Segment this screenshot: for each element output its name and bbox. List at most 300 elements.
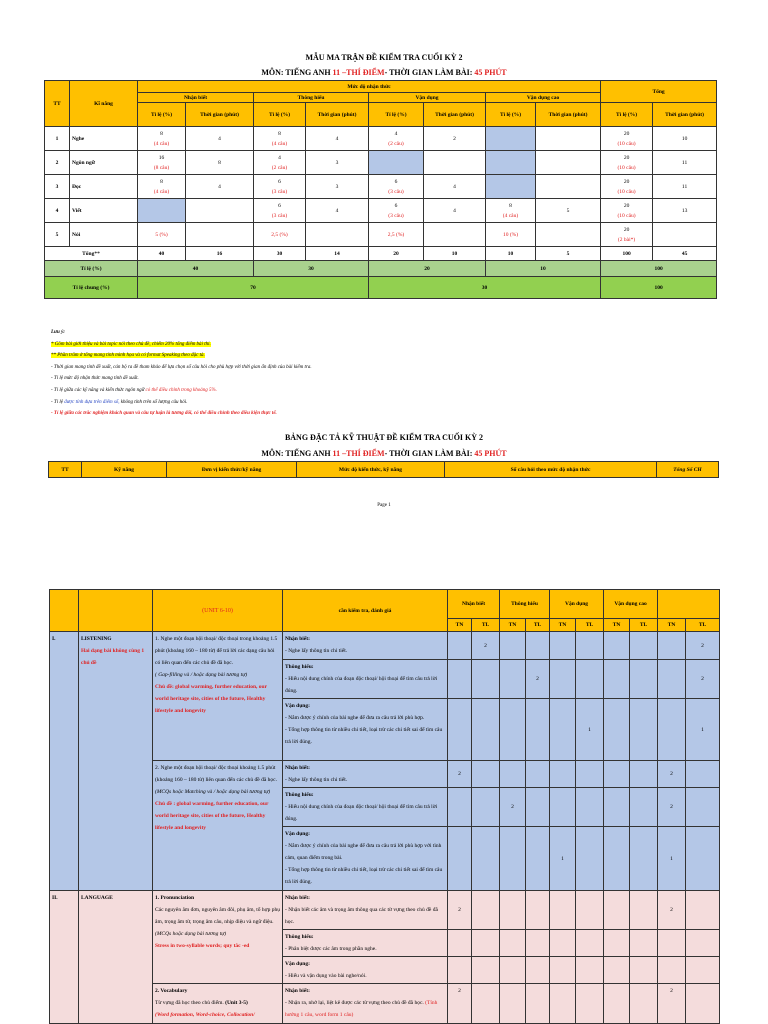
- pct-value: 2,5 (%): [387, 231, 405, 238]
- pct-cell: [138, 127, 186, 151]
- hdr-vd: Vận dụng: [369, 93, 486, 103]
- pct-value: 5 (%): [155, 231, 168, 238]
- ratio-cell: 100: [601, 261, 717, 277]
- criteria-heading: Thông hiểu:: [285, 934, 314, 940]
- note-item: - Tỉ lệ giữa các trắc nghiệm khách quan và câu tự luận là tương đối, có thể điều chỉnh theo điều kiện thực tế.: [51, 411, 277, 417]
- unit-format: (Word formation, Word-choice, Collocation/: [155, 1012, 255, 1018]
- sum-cell: 30: [254, 247, 306, 261]
- pct-value: 8: [160, 178, 163, 185]
- criteria-text: - Hiểu nội dung chính của đoạn độc thoại/ hội thoại để tìm câu trả lời đúng.: [285, 804, 438, 822]
- criteria-heading: Thông hiểu:: [285, 792, 314, 798]
- pct-value: 6: [278, 178, 281, 185]
- count-cell: [472, 699, 500, 761]
- pct-cell: [138, 175, 186, 199]
- criteria-text: - Nhận biết các âm và trọng âm thông qua các từ vựng theo chủ đề đã học.: [285, 907, 438, 925]
- count-cell: [604, 957, 630, 984]
- pct-cell: [138, 199, 186, 223]
- spec-subtitle: [0, 449, 768, 458]
- criteria-cell: [283, 930, 448, 957]
- subtitle-part: MÔN: TIẾNG ANH: [261, 449, 333, 458]
- pct-value: 16: [158, 154, 165, 161]
- subtitle-grade: 11 –THÍ ĐIỂM: [332, 68, 385, 77]
- count-cell: [576, 660, 604, 699]
- pct-value: 6: [394, 178, 398, 185]
- section-skill-note: Hai dạng bài không cùng 1 chủ đề: [81, 648, 145, 666]
- count-cell: [576, 788, 604, 827]
- count-cell: [500, 930, 526, 957]
- tl-label: TL: [686, 619, 720, 632]
- unit-name: 1. Pronunciation: [155, 895, 195, 901]
- count-cell: [472, 761, 500, 788]
- detail-hdr-level: Vận dụng: [550, 590, 604, 619]
- question-count: (4 câu): [153, 188, 170, 195]
- count-cell: [472, 957, 500, 984]
- hdr-pct: Tỉ lệ (%): [486, 103, 536, 127]
- criteria-cell: [283, 761, 448, 788]
- criteria-cell: [283, 891, 448, 930]
- sum-cell: 20: [369, 247, 424, 261]
- count-cell: [500, 891, 526, 930]
- subtitle-part: - THỜI GIAN LÀM BÀI:: [384, 449, 475, 458]
- pct-cell: [486, 199, 536, 223]
- count-cell: 2: [472, 632, 500, 660]
- time-cell: 4: [186, 175, 254, 199]
- row-tt: 4: [45, 199, 70, 223]
- time-cell: [186, 199, 254, 223]
- count-cell: [576, 957, 604, 984]
- count-cell: [526, 632, 550, 660]
- criteria-text: - Tổng hợp thông tin từ nhiều chi tiết, loại trừ các chi tiết sai để tìm câu trả lời đúng.: [285, 727, 443, 745]
- ratio-cell: 10: [486, 261, 601, 277]
- hdr-tt: TT: [45, 81, 70, 127]
- time-cell: 4: [306, 199, 369, 223]
- sum-cell: 45: [653, 247, 717, 261]
- criteria-heading: Vận dụng:: [285, 961, 310, 967]
- matrix-table: [44, 80, 717, 299]
- sum-cell: 10: [486, 247, 536, 261]
- ratio-cell: 40: [138, 261, 254, 277]
- count-cell: [550, 761, 576, 788]
- unit-desc: Các nguyên âm đơn, nguyên âm đôi, phụ âm, tổ hợp phụ âm, trọng âm từ, trọng âm câu, nhịp điệu và ngữ điệu.: [155, 907, 280, 925]
- ratio-cell: 20: [369, 261, 486, 277]
- pct-cell: [601, 175, 653, 199]
- total-cell: 2: [658, 891, 686, 930]
- detail-hdr-unit: (UNIT 6-10): [153, 590, 283, 632]
- note-item: - Thời gian mang tính đề xuất, cán bộ ra đề tham khảo để lựa chọn số câu hỏi cho phù hợp với thời gian ấn định của bài kiểm tra.: [51, 364, 312, 370]
- question-count: (10 câu): [617, 188, 636, 195]
- time-cell: [424, 151, 486, 175]
- count-cell: [472, 891, 500, 930]
- note-item: * Gồm bài giới thiệu và bài topic nói theo chủ đề, chiếm 20% tổng điểm bài thi.: [51, 341, 211, 347]
- time-cell: [536, 127, 601, 151]
- pct-cell: [486, 223, 536, 247]
- time-cell: [536, 151, 601, 175]
- pct-value: 20: [623, 226, 630, 233]
- time-cell: 4: [424, 199, 486, 223]
- sum-cell: 5: [536, 247, 601, 261]
- time-cell: [653, 223, 717, 247]
- criteria-text: - Hiểu và vận dụng vào bài nghe/nói.: [285, 973, 367, 979]
- criteria-text: - Tổng hợp thông tin từ nhiều chi tiết, loại trừ các chi tiết sai để tìm câu trả lời đúng.: [285, 867, 443, 885]
- pct-cell: [601, 151, 653, 175]
- criteria-heading: Nhận biết:: [285, 988, 310, 994]
- detail-hdr-total: [658, 590, 720, 619]
- pct-cell: [601, 223, 653, 247]
- note-emph: được tính dựa trên điểm số,: [64, 399, 120, 405]
- sum-cell: 16: [186, 247, 254, 261]
- question-count: (2 câu): [388, 140, 404, 147]
- criteria-heading: Thông hiểu:: [285, 664, 314, 670]
- criteria-text: - Hiểu nội dung chính của đoạn độc thoại/ hội thoại để tìm câu trả lời đúng.: [285, 676, 438, 694]
- count-cell: [472, 660, 500, 699]
- spec-header-table: [48, 461, 719, 478]
- count-cell: [448, 699, 472, 761]
- unit-cell: [153, 632, 283, 761]
- pct-value: 2,5 (%): [271, 231, 288, 238]
- count-cell: [630, 699, 658, 761]
- section-skill-name: LISTENING: [81, 636, 112, 642]
- count-cell: [550, 788, 576, 827]
- total-cell: 2: [658, 984, 686, 1024]
- note-emph: có thể điều chỉnh trong khoảng 5%.: [145, 387, 217, 393]
- criteria-cell: [283, 660, 448, 699]
- row-skill: Nói: [70, 223, 138, 247]
- unit-cell: [153, 984, 283, 1024]
- spec-hdr-tt: TT: [49, 462, 82, 478]
- note-item: - Tỉ lệ giữa các kỹ năng và kiến thức ngôn ngữ: [51, 387, 146, 393]
- pct-value: 20: [623, 202, 630, 209]
- count-cell: [550, 699, 576, 761]
- unit-format: ( Gap-filling và / hoặc dạng bài tương tự): [155, 672, 248, 678]
- note-item: - Tỉ lệ: [51, 399, 65, 405]
- ratio-all-cell: 70: [138, 277, 369, 299]
- tn-label: TN: [658, 619, 686, 632]
- total-cell: [658, 930, 686, 957]
- count-cell: [500, 660, 526, 699]
- tn-label: TN: [500, 619, 526, 632]
- subtitle-part: - THỜI GIAN LÀM BÀI:: [384, 68, 475, 77]
- total-cell: [686, 761, 720, 788]
- note-item: không tính trên số lượng câu hỏi.: [119, 399, 188, 405]
- spec-hdr-count: Số câu hỏi theo mức độ nhận thức: [445, 462, 657, 478]
- count-cell: [448, 660, 472, 699]
- count-cell: [448, 957, 472, 984]
- count-cell: [526, 827, 550, 891]
- matrix-subtitle: [0, 68, 768, 77]
- pct-value: 10 (%): [502, 231, 519, 238]
- count-cell: [630, 957, 658, 984]
- unit-format: (MCQs hoặc Matching và / hoặc dạng bài tương tự): [155, 789, 271, 795]
- question-count: (4 câu): [153, 140, 170, 147]
- count-cell: [448, 632, 472, 660]
- time-cell: 2: [424, 127, 486, 151]
- count-cell: [604, 930, 630, 957]
- pct-cell: [254, 223, 306, 247]
- total-cell: [686, 788, 720, 827]
- pct-value: 8: [278, 130, 281, 137]
- count-cell: [550, 957, 576, 984]
- total-cell: 2: [686, 660, 720, 699]
- criteria-cell: [283, 699, 448, 761]
- time-cell: 4: [424, 175, 486, 199]
- notes: [51, 327, 731, 420]
- count-cell: [472, 788, 500, 827]
- time-cell: 4: [186, 127, 254, 151]
- unit-topics: Chủ đề : global warming, further education, our world heritage site, cities of the future, Healthy lifestyle and longevity: [155, 801, 269, 831]
- count-cell: [550, 891, 576, 930]
- count-cell: [500, 632, 526, 660]
- spec-hdr-level: Mức độ kiến thức, kỹ năng: [297, 462, 445, 478]
- spec-hdr-skill: Kỹ năng: [82, 462, 167, 478]
- hdr-time: Thời gian (phút): [306, 103, 369, 127]
- hdr-level: Mức độ nhận thức: [138, 81, 601, 93]
- question-count: (10 câu): [617, 164, 636, 171]
- time-cell: 11: [653, 175, 717, 199]
- detail-hdr-tt: [50, 590, 79, 632]
- count-cell: [576, 761, 604, 788]
- count-cell: [630, 984, 658, 1024]
- pct-value: 8: [509, 202, 512, 209]
- unit-desc: 2. Nghe một đoạn hội thoại/ độc thoại khoảng 1.5 phút (khoảng 160 – 180 từ) liên quan đến các chủ đề đã học.: [155, 765, 277, 783]
- total-cell: 2: [658, 788, 686, 827]
- total-cell: 2: [686, 632, 720, 660]
- count-cell: 2: [500, 788, 526, 827]
- row-tt: 1: [45, 127, 70, 151]
- count-cell: [500, 827, 526, 891]
- count-cell: 2: [526, 660, 550, 699]
- question-count: (2 bài*): [617, 236, 636, 243]
- spec-hdr-unit: Đơn vị kiến thức/kỹ năng: [167, 462, 297, 478]
- count-cell: [604, 761, 630, 788]
- criteria-text: - Nghe lấy thông tin chi tiết.: [285, 648, 348, 654]
- criteria-heading: Vận dụng:: [285, 703, 310, 709]
- pct-cell: [601, 199, 653, 223]
- count-cell: 1: [550, 827, 576, 891]
- question-count: (2 câu): [271, 164, 288, 171]
- criteria-cell: [283, 984, 448, 1024]
- count-cell: [526, 930, 550, 957]
- pct-value: 4: [394, 130, 398, 137]
- subtitle-time: 45 PHÚT: [474, 449, 507, 458]
- criteria-heading: Nhận biết:: [285, 765, 310, 771]
- tn-label: TN: [604, 619, 630, 632]
- pct-cell: [254, 127, 306, 151]
- count-cell: [500, 984, 526, 1024]
- unit-topics: Chủ đề: global warming, further education, our world heritage site, cities of the future, Healthy lifestyle and longevity: [155, 684, 267, 714]
- criteria-text: - Nắm được ý chính của bài nghe để đưa ra câu trả lời phù hợp.: [285, 715, 425, 721]
- criteria-heading: Nhận biết:: [285, 895, 310, 901]
- question-count: (3 câu): [388, 188, 404, 195]
- count-cell: [526, 891, 550, 930]
- count-cell: [604, 984, 630, 1024]
- count-cell: [630, 660, 658, 699]
- count-cell: [472, 930, 500, 957]
- count-cell: [472, 984, 500, 1024]
- question-count: (10 câu): [617, 140, 636, 147]
- subtitle-grade: 11 –THÍ ĐIỂM: [332, 449, 385, 458]
- time-cell: 8: [186, 151, 254, 175]
- section-skill: LANGUAGE: [79, 891, 153, 1024]
- row-tt: 5: [45, 223, 70, 247]
- count-cell: [472, 827, 500, 891]
- time-cell: 5: [536, 199, 601, 223]
- spec-detail-table: [49, 589, 720, 1024]
- pct-cell: [369, 127, 424, 151]
- detail-hdr-level: Nhận biết: [448, 590, 500, 619]
- section-tt: I.: [50, 632, 79, 891]
- tn-label: TN: [448, 619, 472, 632]
- count-cell: [630, 891, 658, 930]
- tl-label: TL: [526, 619, 550, 632]
- detail-hdr-level: Vận dụng cao: [604, 590, 658, 619]
- criteria-heading: Nhận biết:: [285, 636, 310, 642]
- sum-cell: 10: [424, 247, 486, 261]
- hdr-nb: Nhận biết: [138, 93, 254, 103]
- criteria-cell: [283, 827, 448, 891]
- row-skill: Ngôn ngữ: [70, 151, 138, 175]
- count-cell: [604, 788, 630, 827]
- count-cell: 2: [448, 984, 472, 1024]
- unit-desc: 1. Nghe một đoạn hội thoại/ độc thoại trong khoảng 1.5 phút (khoảng 160 – 180 từ) để trả lời các dạng câu hỏi có liên quan đến các chủ đề đã học.: [155, 636, 278, 666]
- question-count: (4 câu): [271, 140, 288, 147]
- pct-cell: [486, 175, 536, 199]
- hdr-time: Thời gian (phút): [536, 103, 601, 127]
- count-cell: [630, 788, 658, 827]
- ratio-label: Tỉ lệ (%): [45, 261, 138, 277]
- count-cell: [526, 957, 550, 984]
- hdr-pct: Tỉ lệ (%): [138, 103, 186, 127]
- total-cell: [686, 984, 720, 1024]
- pct-cell: [254, 175, 306, 199]
- count-cell: [550, 984, 576, 1024]
- pct-value: 20: [623, 178, 630, 185]
- unit-topics: Stress in two-syllable words; quy tắc -ed: [155, 943, 250, 949]
- count-cell: [448, 930, 472, 957]
- detail-hdr-skill: [79, 590, 153, 632]
- unit-desc: Từ vựng đã học theo chủ điểm.: [155, 1000, 226, 1006]
- pct-cell: [601, 127, 653, 151]
- criteria-text: - Nắm được ý chính của bài nghe để đưa ra câu trả lời phù hợp với tình cảm, quan điểm trong bài.: [285, 843, 442, 861]
- question-count: (4 câu): [502, 212, 519, 219]
- count-cell: [448, 788, 472, 827]
- total-cell: 1: [658, 827, 686, 891]
- count-cell: [658, 699, 686, 761]
- note-item: - Tỉ lệ mức độ nhận thức mang tính đề xuất.: [51, 376, 139, 382]
- criteria-cell: [283, 788, 448, 827]
- total-cell: [686, 891, 720, 930]
- pct-value: 4: [278, 154, 281, 161]
- time-cell: 3: [306, 175, 369, 199]
- hdr-th: Thông hiểu: [254, 93, 369, 103]
- page-number: Page 1: [377, 503, 391, 508]
- total-cell: [686, 930, 720, 957]
- question-count: (3 câu): [271, 188, 288, 195]
- hdr-time: Thời gian (phút): [186, 103, 254, 127]
- criteria-note: (Tính hướng 1 câu, word form 1 câu): [285, 1000, 438, 1018]
- question-count: (3 câu): [271, 212, 288, 219]
- pct-cell: [486, 127, 536, 151]
- sum-cell: 14: [306, 247, 369, 261]
- count-cell: [658, 632, 686, 660]
- pct-cell: [138, 223, 186, 247]
- count-cell: [550, 930, 576, 957]
- hdr-skill: Kĩ năng: [70, 81, 138, 127]
- pct-value: 20: [623, 154, 630, 161]
- criteria-text: - Phân biệt được các âm trong phần nghe.: [285, 946, 377, 952]
- ratio-all-cell: 30: [369, 277, 601, 299]
- pct-cell: [369, 175, 424, 199]
- count-cell: [630, 761, 658, 788]
- unit-cell: [153, 761, 283, 891]
- count-cell: [604, 827, 630, 891]
- hdr-vdc: Vận dụng cao: [486, 93, 601, 103]
- pct-cell: [369, 151, 424, 175]
- count-cell: [576, 891, 604, 930]
- count-cell: [576, 930, 604, 957]
- criteria-cell: [283, 632, 448, 660]
- criteria-text: - Nghe lấy thông tin chi tiết.: [285, 777, 348, 783]
- count-cell: [604, 891, 630, 930]
- row-skill: Đọc: [70, 175, 138, 199]
- hdr-pct: Tỉ lệ (%): [601, 103, 653, 127]
- unit-range: (Unit 3-5): [225, 1000, 248, 1006]
- criteria-text: - Nhận ra, nhớ lại, liệt kê được các từ vựng theo chủ đề đã học.: [285, 1000, 426, 1006]
- row-skill: Nghe: [70, 127, 138, 151]
- pct-cell: [369, 199, 424, 223]
- hdr-pct: Tỉ lệ (%): [369, 103, 424, 127]
- question-count: (8 câu): [153, 164, 170, 171]
- time-cell: 4: [306, 127, 369, 151]
- time-cell: [306, 223, 369, 247]
- ratio-cell: 30: [254, 261, 369, 277]
- pct-cell: [486, 151, 536, 175]
- hdr-time: Thời gian (phút): [653, 103, 717, 127]
- sum-cell: 40: [138, 247, 186, 261]
- count-cell: 1: [576, 699, 604, 761]
- count-cell: [630, 930, 658, 957]
- count-cell: 2: [448, 891, 472, 930]
- notes-title: Lưu ý:: [51, 330, 65, 335]
- time-cell: 13: [653, 199, 717, 223]
- pct-value: 20: [623, 130, 630, 137]
- count-cell: [658, 660, 686, 699]
- row-tt: 3: [45, 175, 70, 199]
- detail-hdr-criteria: cần kiểm tra, đánh giá: [283, 590, 448, 632]
- count-cell: [630, 827, 658, 891]
- total-cell: [658, 957, 686, 984]
- question-count: (10 câu): [617, 212, 636, 219]
- count-cell: [526, 984, 550, 1024]
- total-cell: 1: [686, 699, 720, 761]
- count-cell: [550, 632, 576, 660]
- count-cell: [576, 827, 604, 891]
- count-cell: [576, 632, 604, 660]
- count-cell: [526, 788, 550, 827]
- spec-hdr-total: Tổng Số CH: [657, 462, 719, 478]
- time-cell: [536, 223, 601, 247]
- hdr-time: Thời gian (phút): [424, 103, 486, 127]
- time-cell: 11: [653, 151, 717, 175]
- count-cell: [526, 699, 550, 761]
- count-cell: [500, 761, 526, 788]
- count-cell: [500, 699, 526, 761]
- detail-hdr-level: Thông hiểu: [500, 590, 550, 619]
- count-cell: [604, 660, 630, 699]
- ratio-all-label: Tỉ lệ chung (%): [45, 277, 138, 299]
- count-cell: [500, 957, 526, 984]
- count-cell: [448, 827, 472, 891]
- subtitle-time: 45 PHÚT: [474, 68, 507, 77]
